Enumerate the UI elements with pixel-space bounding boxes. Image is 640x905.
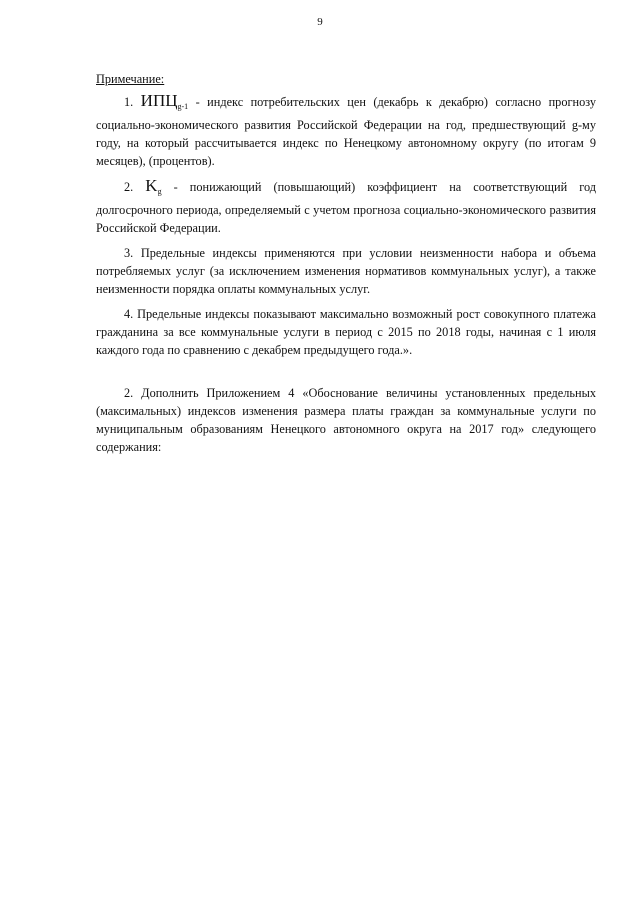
coefficient-subscript: g (157, 187, 162, 196)
note-item-1 (96, 92, 596, 170)
note-item-3: 3. Предельные индексы применяются при условии неизменности набора и объема потребляемых услуг (за исключением изменения нормативов коммунальных услуг), а также неизменности порядка оплаты коммунальных услуг. (96, 246, 596, 296)
note-item-2-text: - понижающий (повышающий) коэффициент на соответствующий год долгосрочного периода, определяемый с учетом прогноза социально-экономического развития Российской Федерации. (96, 180, 597, 235)
cpi-subscript: g-1 (177, 102, 189, 111)
cpi-symbol: ИПЦ (140, 91, 178, 110)
note-heading: Примечание: (96, 72, 165, 86)
note-item-1-number: 1. (124, 95, 134, 109)
note-item-2-number: 2. (124, 180, 134, 194)
coefficient-symbol: K (145, 176, 158, 195)
paragraph-gap (96, 366, 596, 384)
document-body (96, 70, 596, 463)
page-number: 9 (317, 16, 323, 28)
amendment-paragraph: 2. Дополнить Приложением 4 «Обоснование величины установленных предельных (максимальных) индексов изменения размера платы граждан за коммунальные услуги по муниципальным образованиям Ненецкого автономного округа на 2017 год» следующего содержания: (96, 386, 596, 454)
note-item-4: 4. Предельные индексы показывают максимально возможный рост совокупного платежа гражданина за все коммунальные услуги в период с 2015 по 2018 годы, начиная с 1 июля каждого года по сравнению с декабрем предыдущего года.». (96, 307, 596, 357)
note-item-1-text: - индекс потребительских цен (декабрь к декабрю) согласно прогнозу социально-экономического развития Российской Федерации на год, предшествующий g-му году, на который рассчитывается индекс по Ненецкому автономному округу (по итогам 9 месяцев), (процентов). (96, 95, 596, 168)
note-item-2 (96, 177, 596, 237)
